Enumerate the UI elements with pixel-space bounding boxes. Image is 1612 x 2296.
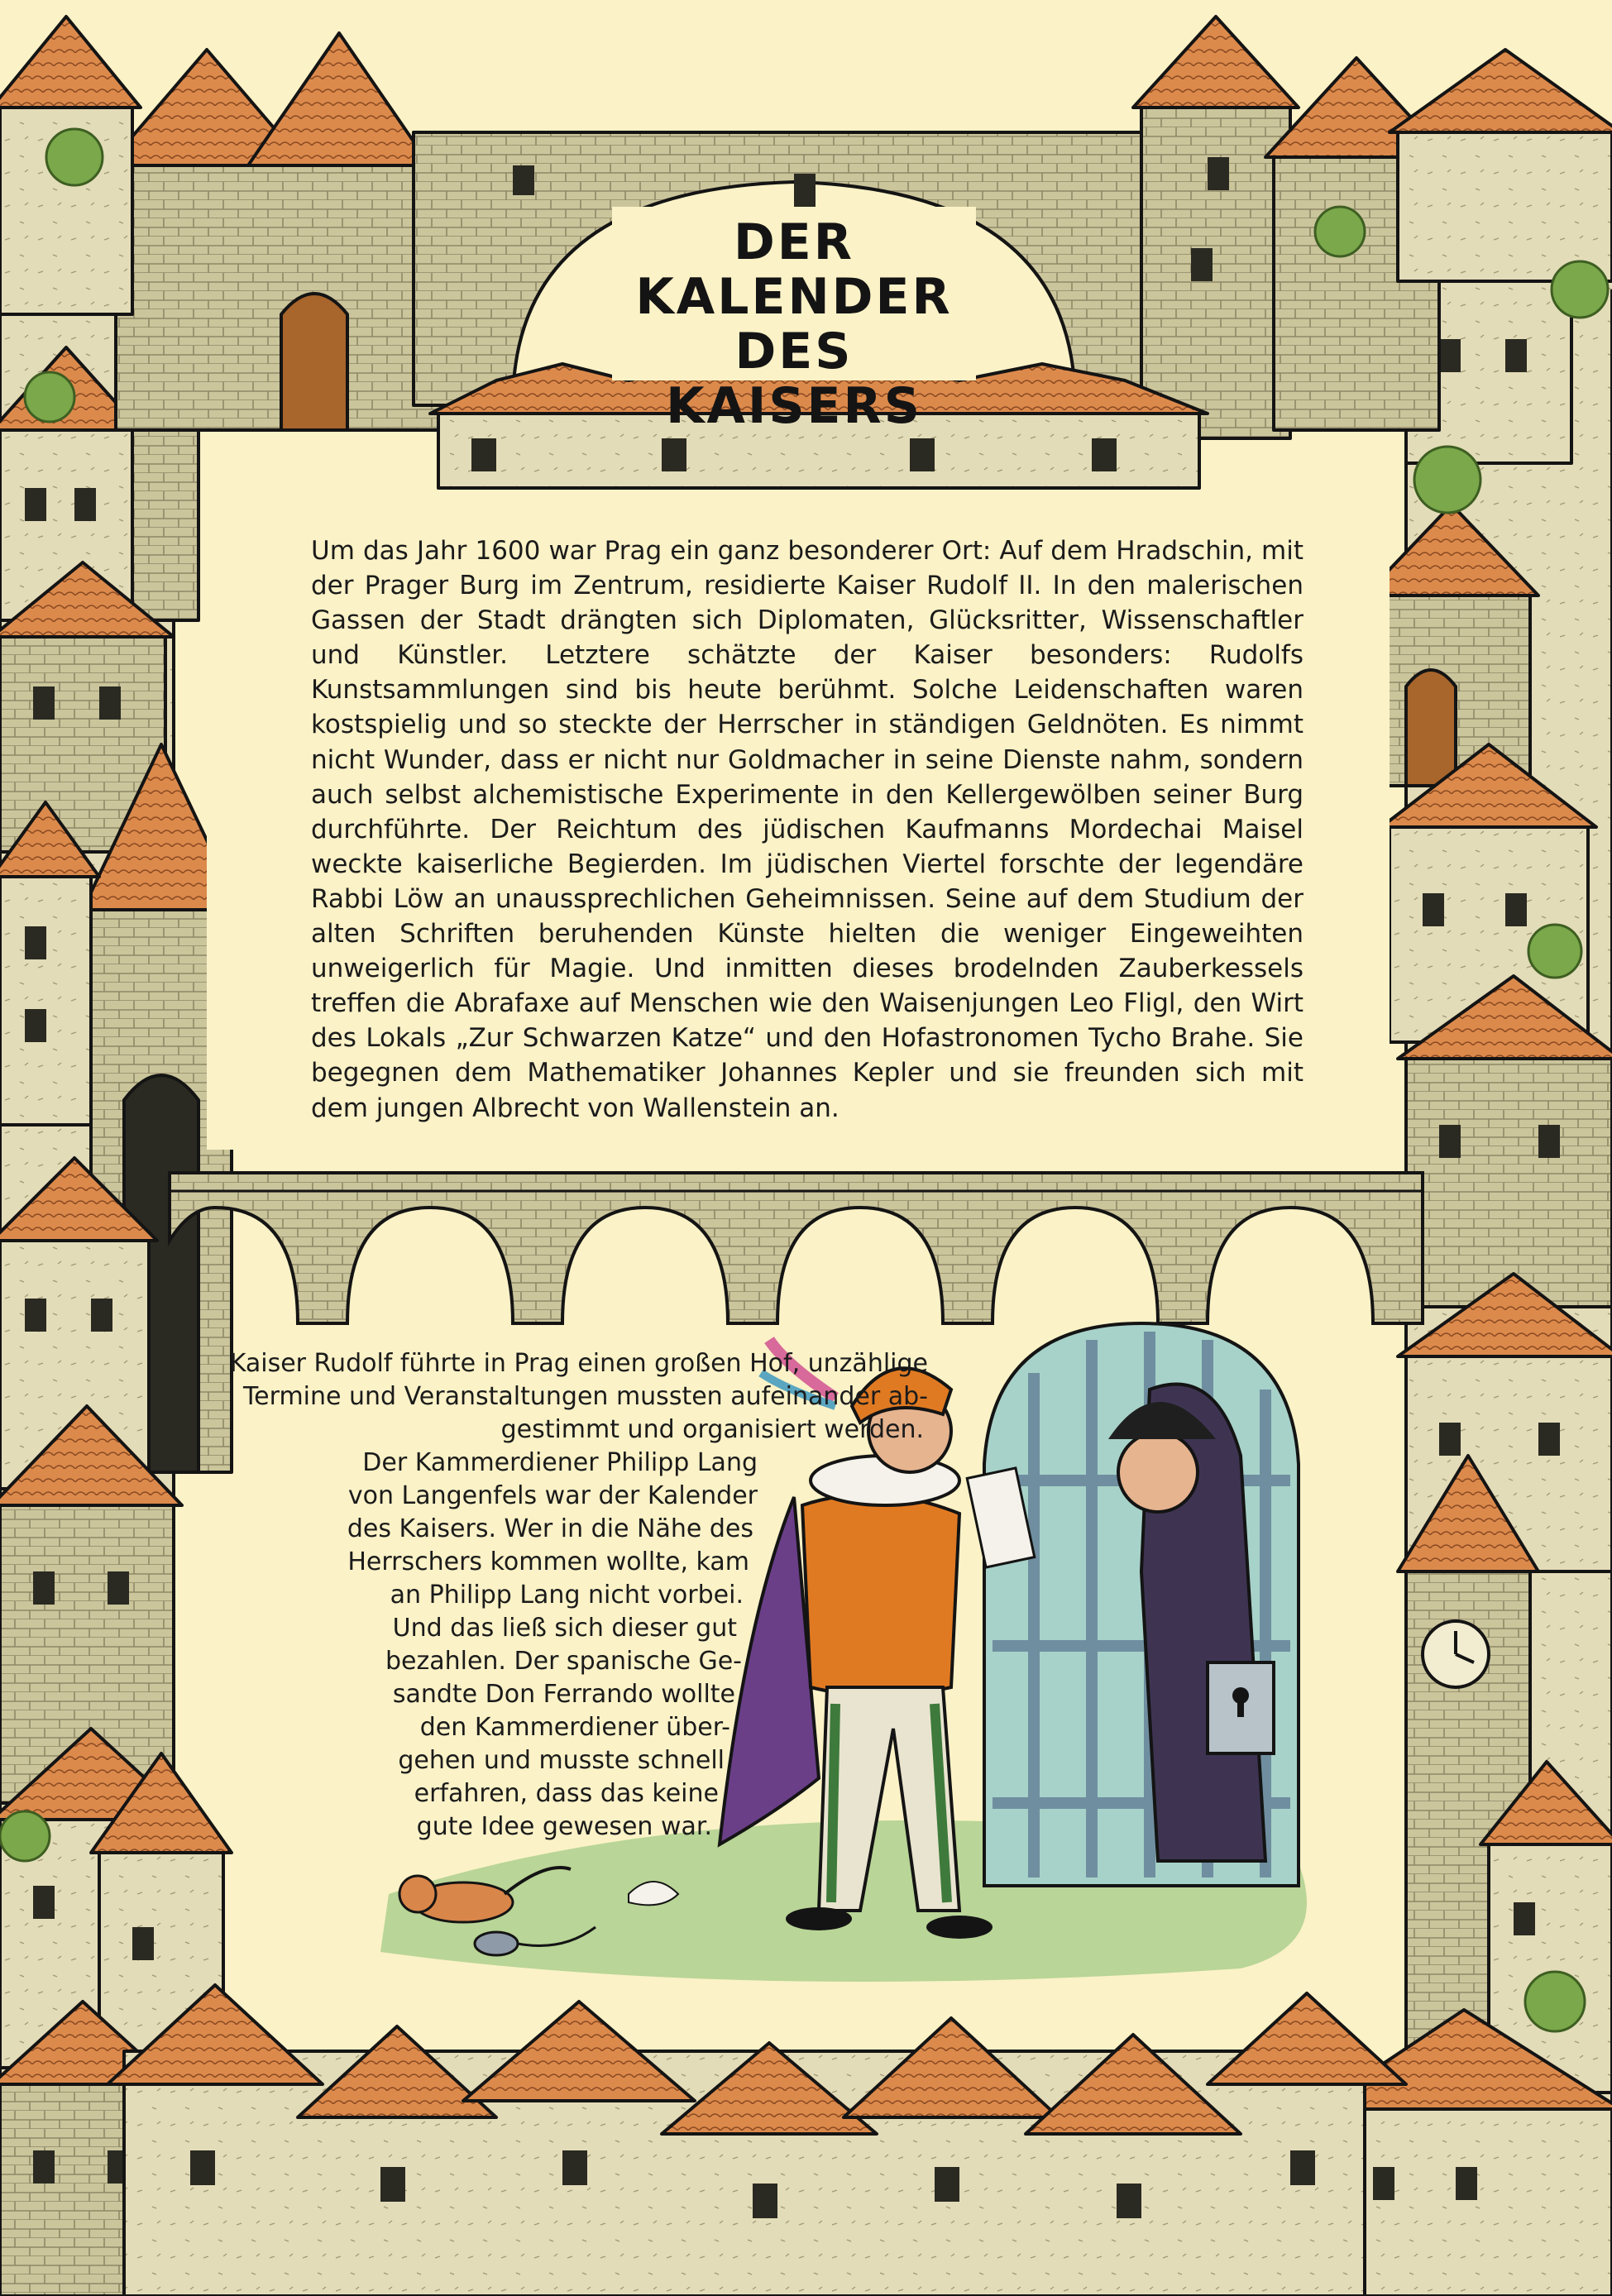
story-line: von Langenfels war der Kalender bbox=[347, 1481, 758, 1510]
story-line: des Kaisers. Wer in die Nähe des bbox=[347, 1514, 753, 1543]
title-line-3: DES KAISERS bbox=[666, 323, 922, 435]
story-line: sandte Don Ferrando wollte bbox=[392, 1680, 735, 1709]
story-line: an Philipp Lang nicht vorbei. bbox=[390, 1581, 744, 1610]
intro-paragraph: Um das Jahr 1600 war Prag ein ganz besonderer Ort: Auf dem Hradschin, mit der Prager Burg im Zentrum, residierte Kaiser Rudolf II. In den malerischen Gassen der Stadt drängten sich Diplomaten, Glücksritter, Wissenschaftler und Künstler. Letztere schätzte der Kaiser besonders: Rudolfs Kunstsammlungen sind bis heute berühmt. Solche Leidenschaften waren kostspielig und so steckte der Herrscher in ständigen Geldnöten. Es nimmt nicht Wunder, dass er nicht nur Goldmacher in seine Dienste nahm, sondern auch selbst alchemistische Experimente in den Kellergewölben seiner Burg durchführte. Der Reichtum des jüdischen Kaufmanns Mordechai Maisel weckte kaiserliche Begierden. Im jüdischen Viertel forschte der legendäre Rabbi Löw an unaussprechlichen Geheimnissen. Seine auf dem Studium der alten Schriften beruhenden Künste hielten die weniger Eingeweihten unweigerlich für Magie. Und inmitten dieses brodelnden Zauberkessels treffen die Abrafaxe auf Menschen wie den Waisenjungen Leo Fligl, den Wirt des Lokals „Zur Schwarzen Katze“ und den Hofastronomen Tycho Brahe. Sie begegnen dem Mathematiker Johannes Kepler und sie freunden sich mit dem jungen Albrecht von Wallenstein an. bbox=[311, 536, 1303, 1123]
story-line: Termine und Veranstaltungen mussten aufeinander ab- bbox=[242, 1382, 928, 1411]
story-line: den Kammerdiener über- bbox=[419, 1713, 730, 1742]
title-line-1: DER bbox=[734, 213, 854, 271]
story-line: bezahlen. Der spanische Ge- bbox=[385, 1647, 742, 1676]
story-line: Herrschers kommen wollte, kam bbox=[347, 1547, 749, 1576]
story-line: Kaiser Rudolf führte in Prag einen großen Hof, unzählige bbox=[229, 1349, 928, 1378]
story-line: gute Idee gewesen war. bbox=[416, 1812, 712, 1841]
title-line-2: KALENDER bbox=[635, 268, 953, 326]
story-line: gestimmt und organisiert werden. bbox=[500, 1415, 924, 1444]
story-line: erfahren, dass das keine bbox=[414, 1779, 719, 1808]
story-line: gehen und musste schnell bbox=[398, 1746, 725, 1775]
story-line: Und das ließ sich dieser gut bbox=[392, 1614, 737, 1643]
story-line: Der Kammerdiener Philipp Lang bbox=[362, 1448, 758, 1477]
